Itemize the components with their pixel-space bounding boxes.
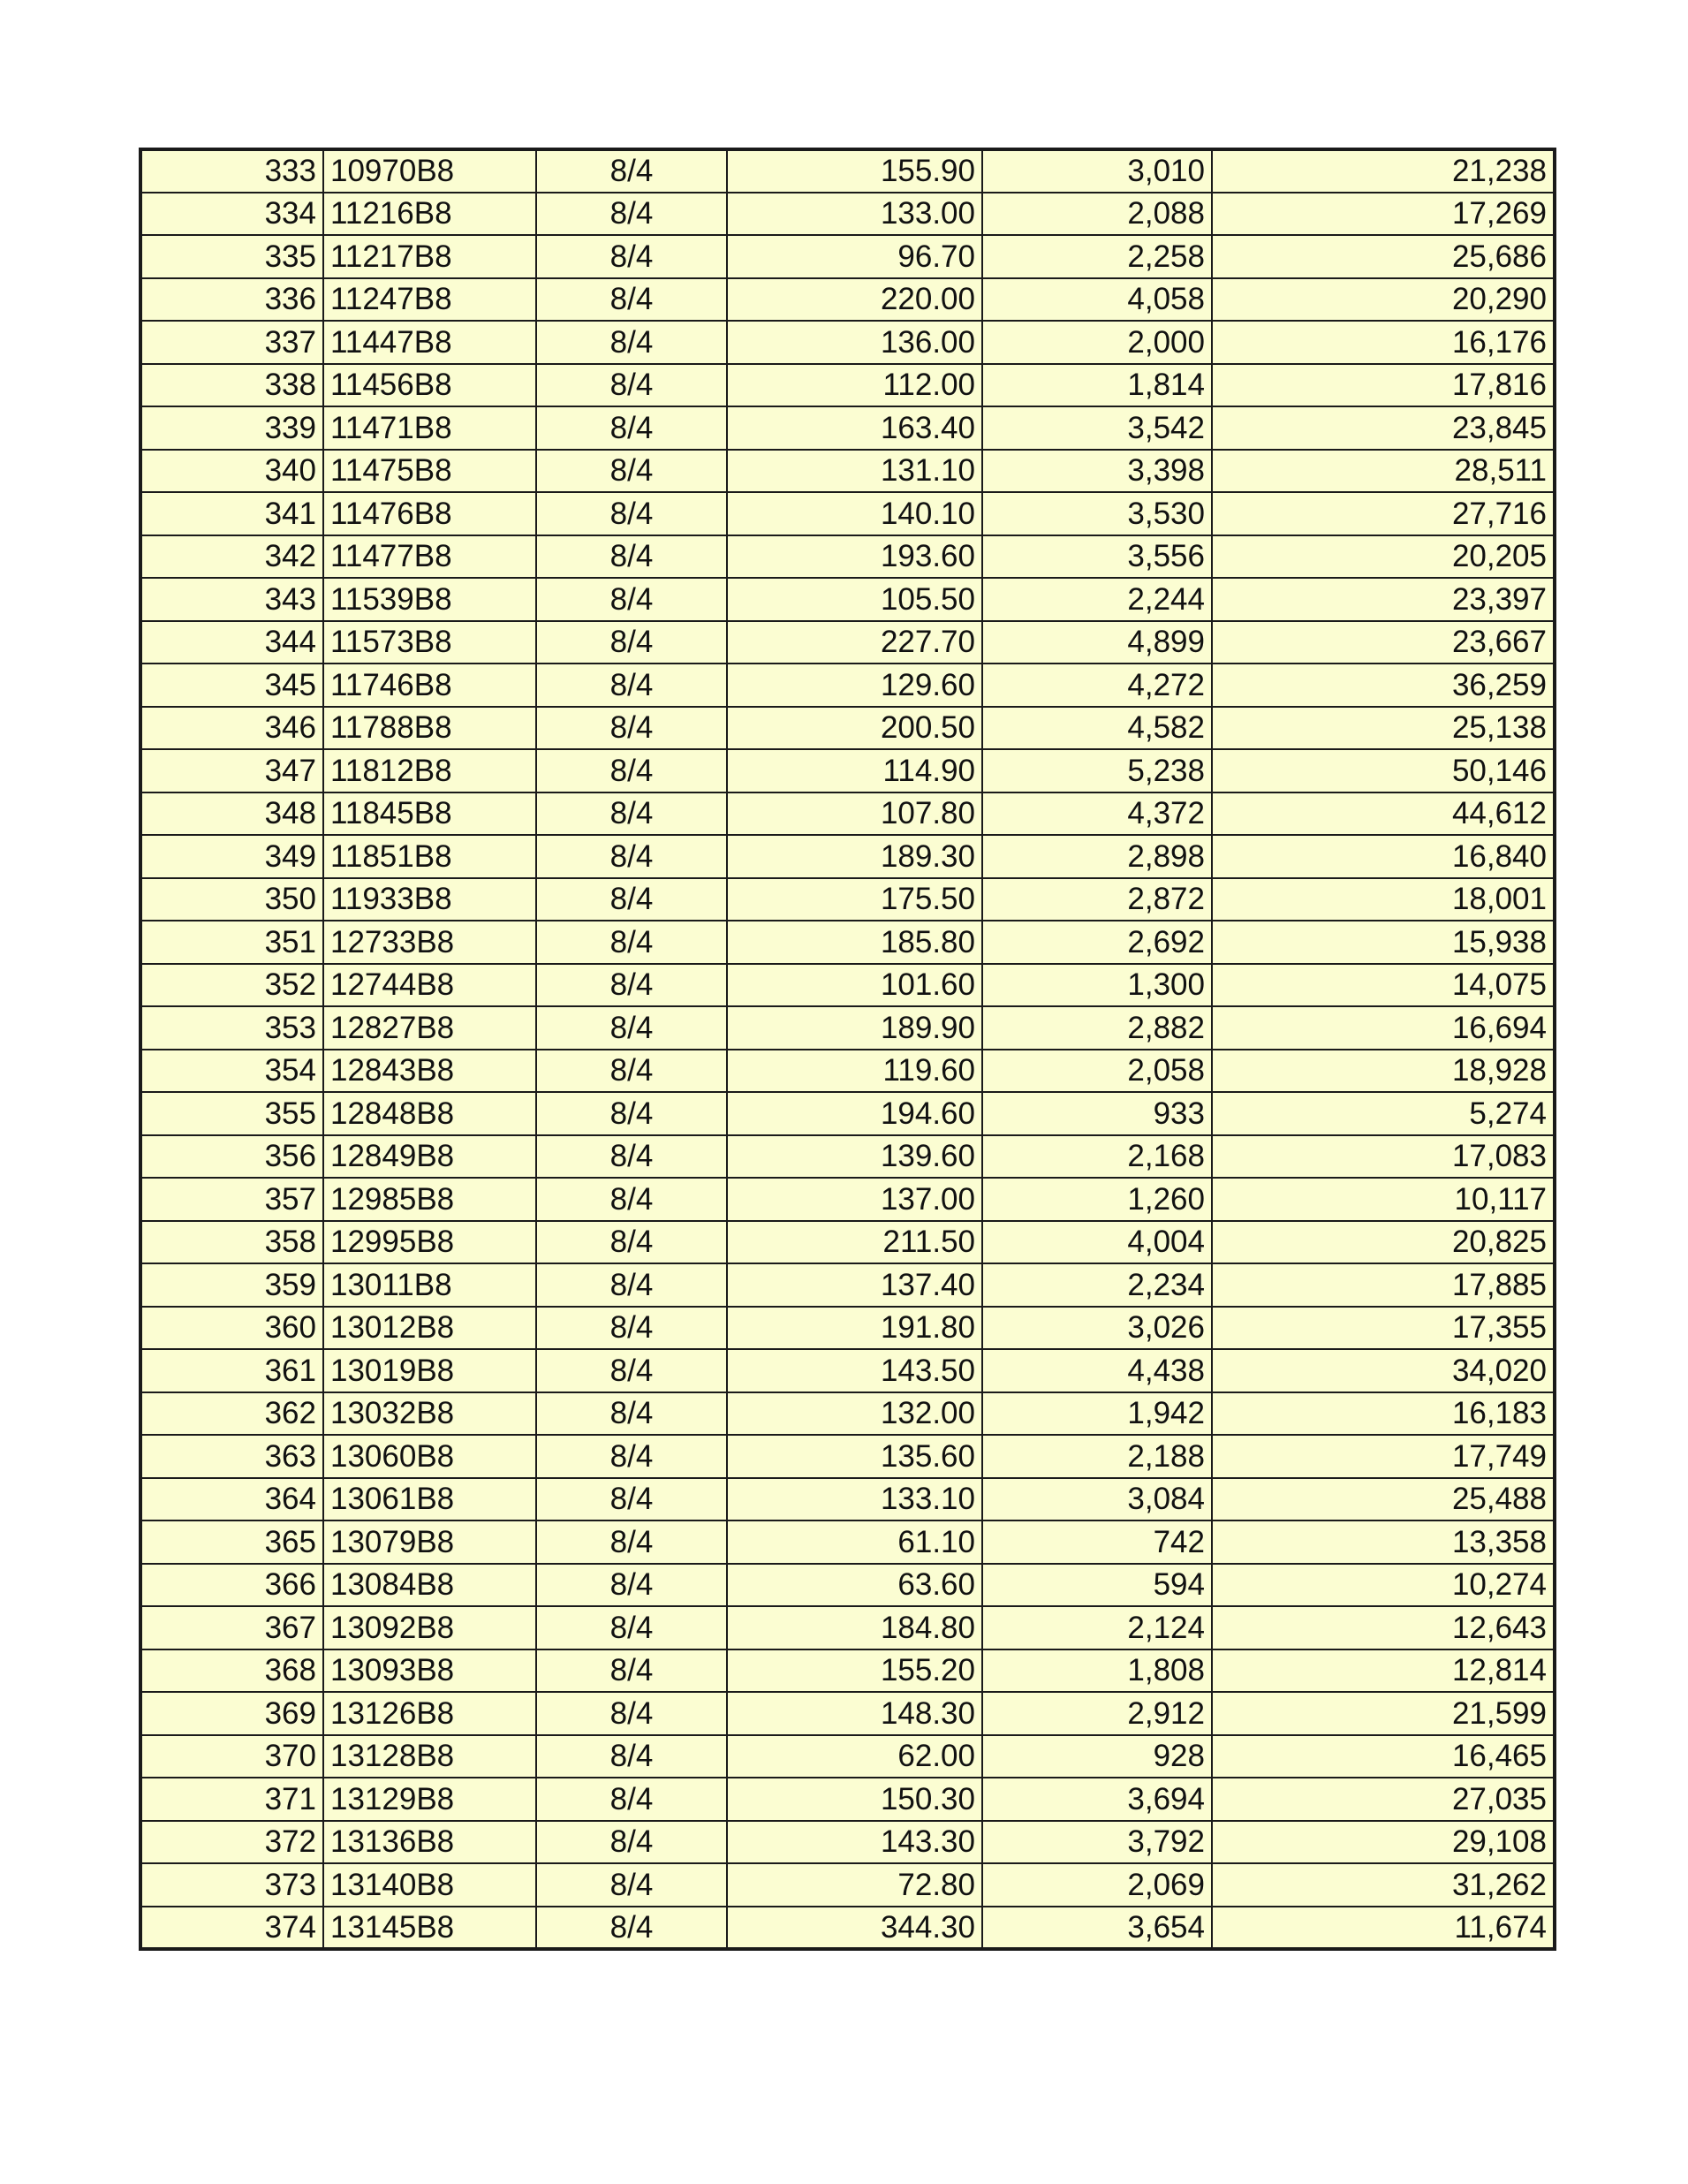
value1-cell: 129.60 xyxy=(727,664,982,707)
value2-cell: 928 xyxy=(982,1735,1212,1778)
item-code-cell: 13084B8 xyxy=(323,1564,536,1607)
value2-cell: 594 xyxy=(982,1564,1212,1607)
table-row xyxy=(140,278,1555,322)
row-number-cell: 339 xyxy=(140,406,323,450)
table-row xyxy=(140,1392,1555,1436)
table-row xyxy=(140,1692,1555,1735)
value2-cell: 4,372 xyxy=(982,792,1212,836)
value1-cell: 194.60 xyxy=(727,1092,982,1135)
thickness-cell: 8/4 xyxy=(536,406,727,450)
row-number-cell: 351 xyxy=(140,921,323,964)
table-row xyxy=(140,1564,1555,1607)
value3-cell: 20,205 xyxy=(1212,535,1555,579)
thickness-cell: 8/4 xyxy=(536,1135,727,1179)
table-row xyxy=(140,492,1555,535)
value2-cell: 2,124 xyxy=(982,1606,1212,1649)
item-code-cell: 13032B8 xyxy=(323,1392,536,1436)
row-number-cell: 363 xyxy=(140,1435,323,1478)
thickness-cell: 8/4 xyxy=(536,749,727,792)
value3-cell: 17,885 xyxy=(1212,1263,1555,1307)
table-row xyxy=(140,364,1555,407)
value2-cell: 4,058 xyxy=(982,278,1212,322)
item-code-cell: 13126B8 xyxy=(323,1692,536,1735)
value1-cell: 143.50 xyxy=(727,1349,982,1392)
row-number-cell: 335 xyxy=(140,235,323,278)
table-row xyxy=(140,1307,1555,1350)
value2-cell: 1,814 xyxy=(982,364,1212,407)
thickness-cell: 8/4 xyxy=(536,1606,727,1649)
value1-cell: 163.40 xyxy=(727,406,982,450)
value1-cell: 63.60 xyxy=(727,1564,982,1607)
thickness-cell: 8/4 xyxy=(536,450,727,493)
value3-cell: 36,259 xyxy=(1212,664,1555,707)
value3-cell: 10,274 xyxy=(1212,1564,1555,1607)
item-code-cell: 11477B8 xyxy=(323,535,536,579)
table-row xyxy=(140,1735,1555,1778)
row-number-cell: 366 xyxy=(140,1564,323,1607)
value1-cell: 61.10 xyxy=(727,1520,982,1564)
table-row xyxy=(140,1863,1555,1907)
value2-cell: 2,912 xyxy=(982,1692,1212,1735)
item-code-cell: 11447B8 xyxy=(323,321,536,364)
thickness-cell: 8/4 xyxy=(536,364,727,407)
value3-cell: 5,274 xyxy=(1212,1092,1555,1135)
value3-cell: 34,020 xyxy=(1212,1349,1555,1392)
table-row xyxy=(140,664,1555,707)
table-row xyxy=(140,1221,1555,1264)
table-row xyxy=(140,535,1555,579)
value3-cell: 18,001 xyxy=(1212,878,1555,921)
table-row xyxy=(140,921,1555,964)
value2-cell: 3,556 xyxy=(982,535,1212,579)
value1-cell: 184.80 xyxy=(727,1606,982,1649)
row-number-cell: 372 xyxy=(140,1821,323,1864)
value2-cell: 2,188 xyxy=(982,1435,1212,1478)
item-code-cell: 12843B8 xyxy=(323,1050,536,1093)
value1-cell: 185.80 xyxy=(727,921,982,964)
value1-cell: 137.40 xyxy=(727,1263,982,1307)
row-number-cell: 336 xyxy=(140,278,323,322)
item-code-cell: 11456B8 xyxy=(323,364,536,407)
value2-cell: 2,258 xyxy=(982,235,1212,278)
value1-cell: 112.00 xyxy=(727,364,982,407)
value3-cell: 31,262 xyxy=(1212,1863,1555,1907)
value2-cell: 2,069 xyxy=(982,1863,1212,1907)
row-number-cell: 354 xyxy=(140,1050,323,1093)
table-row xyxy=(140,792,1555,836)
table-row xyxy=(140,1907,1555,1950)
value1-cell: 107.80 xyxy=(727,792,982,836)
value1-cell: 189.90 xyxy=(727,1006,982,1050)
table-row xyxy=(140,707,1555,750)
thickness-cell: 8/4 xyxy=(536,1863,727,1907)
row-number-cell: 341 xyxy=(140,492,323,535)
value1-cell: 131.10 xyxy=(727,450,982,493)
item-code-cell: 12733B8 xyxy=(323,921,536,964)
value3-cell: 23,397 xyxy=(1212,578,1555,621)
thickness-cell: 8/4 xyxy=(536,964,727,1007)
table-row xyxy=(140,1606,1555,1649)
item-code-cell: 13093B8 xyxy=(323,1649,536,1693)
value2-cell: 2,000 xyxy=(982,321,1212,364)
value3-cell: 20,825 xyxy=(1212,1221,1555,1264)
value3-cell: 17,816 xyxy=(1212,364,1555,407)
value1-cell: 175.50 xyxy=(727,878,982,921)
table-row xyxy=(140,878,1555,921)
data-table xyxy=(139,148,1556,1951)
thickness-cell: 8/4 xyxy=(536,1778,727,1821)
row-number-cell: 373 xyxy=(140,1863,323,1907)
value2-cell: 2,882 xyxy=(982,1006,1212,1050)
thickness-cell: 8/4 xyxy=(536,1263,727,1307)
value1-cell: 143.30 xyxy=(727,1821,982,1864)
thickness-cell: 8/4 xyxy=(536,878,727,921)
value1-cell: 136.00 xyxy=(727,321,982,364)
value1-cell: 155.20 xyxy=(727,1649,982,1693)
value2-cell: 3,084 xyxy=(982,1478,1212,1521)
item-code-cell: 11933B8 xyxy=(323,878,536,921)
value3-cell: 16,183 xyxy=(1212,1392,1555,1436)
table-row xyxy=(140,450,1555,493)
thickness-cell: 8/4 xyxy=(536,1735,727,1778)
table-row xyxy=(140,1006,1555,1050)
value3-cell: 21,599 xyxy=(1212,1692,1555,1735)
value1-cell: 135.60 xyxy=(727,1435,982,1478)
row-number-cell: 333 xyxy=(140,149,323,193)
thickness-cell: 8/4 xyxy=(536,1564,727,1607)
thickness-cell: 8/4 xyxy=(536,193,727,236)
thickness-cell: 8/4 xyxy=(536,1520,727,1564)
thickness-cell: 8/4 xyxy=(536,921,727,964)
value1-cell: 155.90 xyxy=(727,149,982,193)
thickness-cell: 8/4 xyxy=(536,835,727,878)
row-number-cell: 364 xyxy=(140,1478,323,1521)
row-number-cell: 343 xyxy=(140,578,323,621)
value2-cell: 2,244 xyxy=(982,578,1212,621)
table-row xyxy=(140,749,1555,792)
value2-cell: 3,026 xyxy=(982,1307,1212,1350)
table-row xyxy=(140,621,1555,664)
thickness-cell: 8/4 xyxy=(536,1692,727,1735)
thickness-cell: 8/4 xyxy=(536,278,727,322)
value3-cell: 21,238 xyxy=(1212,149,1555,193)
value2-cell: 4,899 xyxy=(982,621,1212,664)
row-number-cell: 347 xyxy=(140,749,323,792)
item-code-cell: 13011B8 xyxy=(323,1263,536,1307)
item-code-cell: 13019B8 xyxy=(323,1349,536,1392)
value2-cell: 3,530 xyxy=(982,492,1212,535)
table-row xyxy=(140,1349,1555,1392)
item-code-cell: 12995B8 xyxy=(323,1221,536,1264)
value1-cell: 220.00 xyxy=(727,278,982,322)
value2-cell: 2,168 xyxy=(982,1135,1212,1179)
value3-cell: 16,840 xyxy=(1212,835,1555,878)
value3-cell: 17,355 xyxy=(1212,1307,1555,1350)
item-code-cell: 10970B8 xyxy=(323,149,536,193)
value3-cell: 13,358 xyxy=(1212,1520,1555,1564)
value1-cell: 137.00 xyxy=(727,1178,982,1221)
table-row xyxy=(140,321,1555,364)
value3-cell: 44,612 xyxy=(1212,792,1555,836)
thickness-cell: 8/4 xyxy=(536,321,727,364)
row-number-cell: 342 xyxy=(140,535,323,579)
item-code-cell: 12848B8 xyxy=(323,1092,536,1135)
value1-cell: 191.80 xyxy=(727,1307,982,1350)
value3-cell: 10,117 xyxy=(1212,1178,1555,1221)
value2-cell: 2,872 xyxy=(982,878,1212,921)
value2-cell: 3,792 xyxy=(982,1821,1212,1864)
item-code-cell: 13060B8 xyxy=(323,1435,536,1478)
thickness-cell: 8/4 xyxy=(536,1050,727,1093)
row-number-cell: 361 xyxy=(140,1349,323,1392)
value3-cell: 25,686 xyxy=(1212,235,1555,278)
item-code-cell: 11746B8 xyxy=(323,664,536,707)
item-code-cell: 11539B8 xyxy=(323,578,536,621)
table-row xyxy=(140,1263,1555,1307)
value1-cell: 105.50 xyxy=(727,578,982,621)
row-number-cell: 344 xyxy=(140,621,323,664)
value2-cell: 1,942 xyxy=(982,1392,1212,1436)
item-code-cell: 13136B8 xyxy=(323,1821,536,1864)
item-code-cell: 13079B8 xyxy=(323,1520,536,1564)
value2-cell: 4,582 xyxy=(982,707,1212,750)
row-number-cell: 345 xyxy=(140,664,323,707)
row-number-cell: 356 xyxy=(140,1135,323,1179)
row-number-cell: 350 xyxy=(140,878,323,921)
item-code-cell: 12744B8 xyxy=(323,964,536,1007)
value2-cell: 3,542 xyxy=(982,406,1212,450)
row-number-cell: 368 xyxy=(140,1649,323,1693)
value3-cell: 28,511 xyxy=(1212,450,1555,493)
row-number-cell: 371 xyxy=(140,1778,323,1821)
row-number-cell: 362 xyxy=(140,1392,323,1436)
row-number-cell: 360 xyxy=(140,1307,323,1350)
item-code-cell: 11471B8 xyxy=(323,406,536,450)
value3-cell: 20,290 xyxy=(1212,278,1555,322)
value1-cell: 62.00 xyxy=(727,1735,982,1778)
value2-cell: 3,398 xyxy=(982,450,1212,493)
table-row xyxy=(140,1478,1555,1521)
value1-cell: 133.10 xyxy=(727,1478,982,1521)
thickness-cell: 8/4 xyxy=(536,707,727,750)
value2-cell: 1,300 xyxy=(982,964,1212,1007)
table-row xyxy=(140,1778,1555,1821)
value3-cell: 17,269 xyxy=(1212,193,1555,236)
table-body xyxy=(140,149,1555,1949)
value1-cell: 150.30 xyxy=(727,1778,982,1821)
table-row xyxy=(140,1092,1555,1135)
value2-cell: 2,692 xyxy=(982,921,1212,964)
thickness-cell: 8/4 xyxy=(536,1307,727,1350)
thickness-cell: 8/4 xyxy=(536,235,727,278)
item-code-cell: 11476B8 xyxy=(323,492,536,535)
value3-cell: 29,108 xyxy=(1212,1821,1555,1864)
value1-cell: 227.70 xyxy=(727,621,982,664)
thickness-cell: 8/4 xyxy=(536,1907,727,1950)
item-code-cell: 11573B8 xyxy=(323,621,536,664)
table-row xyxy=(140,149,1555,193)
value3-cell: 12,643 xyxy=(1212,1606,1555,1649)
value3-cell: 18,928 xyxy=(1212,1050,1555,1093)
value3-cell: 25,488 xyxy=(1212,1478,1555,1521)
value1-cell: 114.90 xyxy=(727,749,982,792)
value1-cell: 189.30 xyxy=(727,835,982,878)
value3-cell: 15,938 xyxy=(1212,921,1555,964)
row-number-cell: 359 xyxy=(140,1263,323,1307)
thickness-cell: 8/4 xyxy=(536,664,727,707)
row-number-cell: 358 xyxy=(140,1221,323,1264)
value2-cell: 5,238 xyxy=(982,749,1212,792)
value1-cell: 148.30 xyxy=(727,1692,982,1735)
row-number-cell: 334 xyxy=(140,193,323,236)
value3-cell: 11,674 xyxy=(1212,1907,1555,1950)
row-number-cell: 374 xyxy=(140,1907,323,1950)
item-code-cell: 11788B8 xyxy=(323,707,536,750)
table-row xyxy=(140,1050,1555,1093)
item-code-cell: 12827B8 xyxy=(323,1006,536,1050)
value1-cell: 139.60 xyxy=(727,1135,982,1179)
table-row xyxy=(140,1435,1555,1478)
row-number-cell: 349 xyxy=(140,835,323,878)
thickness-cell: 8/4 xyxy=(536,1392,727,1436)
thickness-cell: 8/4 xyxy=(536,1092,727,1135)
row-number-cell: 348 xyxy=(140,792,323,836)
value3-cell: 16,694 xyxy=(1212,1006,1555,1050)
row-number-cell: 355 xyxy=(140,1092,323,1135)
thickness-cell: 8/4 xyxy=(536,621,727,664)
item-code-cell: 11851B8 xyxy=(323,835,536,878)
value3-cell: 50,146 xyxy=(1212,749,1555,792)
row-number-cell: 367 xyxy=(140,1606,323,1649)
item-code-cell: 13140B8 xyxy=(323,1863,536,1907)
value2-cell: 2,088 xyxy=(982,193,1212,236)
value1-cell: 211.50 xyxy=(727,1221,982,1264)
table-row xyxy=(140,835,1555,878)
value2-cell: 1,808 xyxy=(982,1649,1212,1693)
thickness-cell: 8/4 xyxy=(536,1221,727,1264)
value3-cell: 16,465 xyxy=(1212,1735,1555,1778)
table-row xyxy=(140,1821,1555,1864)
value2-cell: 1,260 xyxy=(982,1178,1212,1221)
item-code-cell: 11216B8 xyxy=(323,193,536,236)
thickness-cell: 8/4 xyxy=(536,1821,727,1864)
row-number-cell: 346 xyxy=(140,707,323,750)
thickness-cell: 8/4 xyxy=(536,1349,727,1392)
value1-cell: 72.80 xyxy=(727,1863,982,1907)
value3-cell: 23,845 xyxy=(1212,406,1555,450)
row-number-cell: 369 xyxy=(140,1692,323,1735)
item-code-cell: 12985B8 xyxy=(323,1178,536,1221)
item-code-cell: 12849B8 xyxy=(323,1135,536,1179)
value3-cell: 12,814 xyxy=(1212,1649,1555,1693)
item-code-cell: 11845B8 xyxy=(323,792,536,836)
item-code-cell: 11475B8 xyxy=(323,450,536,493)
item-code-cell: 11247B8 xyxy=(323,278,536,322)
thickness-cell: 8/4 xyxy=(536,1649,727,1693)
value2-cell: 4,272 xyxy=(982,664,1212,707)
item-code-cell: 11812B8 xyxy=(323,749,536,792)
thickness-cell: 8/4 xyxy=(536,149,727,193)
value3-cell: 17,083 xyxy=(1212,1135,1555,1179)
table-row xyxy=(140,964,1555,1007)
row-number-cell: 370 xyxy=(140,1735,323,1778)
thickness-cell: 8/4 xyxy=(536,1006,727,1050)
item-code-cell: 13128B8 xyxy=(323,1735,536,1778)
thickness-cell: 8/4 xyxy=(536,1478,727,1521)
table-row xyxy=(140,1520,1555,1564)
value3-cell: 27,035 xyxy=(1212,1778,1555,1821)
item-code-cell: 13129B8 xyxy=(323,1778,536,1821)
item-code-cell: 13092B8 xyxy=(323,1606,536,1649)
value1-cell: 344.30 xyxy=(727,1907,982,1950)
thickness-cell: 8/4 xyxy=(536,492,727,535)
value2-cell: 2,058 xyxy=(982,1050,1212,1093)
value3-cell: 23,667 xyxy=(1212,621,1555,664)
thickness-cell: 8/4 xyxy=(536,1435,727,1478)
table-row xyxy=(140,1649,1555,1693)
value2-cell: 2,234 xyxy=(982,1263,1212,1307)
value2-cell: 3,694 xyxy=(982,1778,1212,1821)
value1-cell: 101.60 xyxy=(727,964,982,1007)
value2-cell: 4,438 xyxy=(982,1349,1212,1392)
value1-cell: 140.10 xyxy=(727,492,982,535)
value1-cell: 132.00 xyxy=(727,1392,982,1436)
value3-cell: 14,075 xyxy=(1212,964,1555,1007)
value1-cell: 193.60 xyxy=(727,535,982,579)
value1-cell: 119.60 xyxy=(727,1050,982,1093)
value1-cell: 96.70 xyxy=(727,235,982,278)
row-number-cell: 337 xyxy=(140,321,323,364)
value3-cell: 16,176 xyxy=(1212,321,1555,364)
thickness-cell: 8/4 xyxy=(536,792,727,836)
table-row xyxy=(140,578,1555,621)
value2-cell: 3,654 xyxy=(982,1907,1212,1950)
table-row xyxy=(140,193,1555,236)
row-number-cell: 365 xyxy=(140,1520,323,1564)
row-number-cell: 352 xyxy=(140,964,323,1007)
value3-cell: 17,749 xyxy=(1212,1435,1555,1478)
value2-cell: 742 xyxy=(982,1520,1212,1564)
item-code-cell: 11217B8 xyxy=(323,235,536,278)
value3-cell: 25,138 xyxy=(1212,707,1555,750)
value2-cell: 3,010 xyxy=(982,149,1212,193)
item-code-cell: 13061B8 xyxy=(323,1478,536,1521)
row-number-cell: 353 xyxy=(140,1006,323,1050)
item-code-cell: 13012B8 xyxy=(323,1307,536,1350)
value1-cell: 133.00 xyxy=(727,193,982,236)
table-row xyxy=(140,1135,1555,1179)
value1-cell: 200.50 xyxy=(727,707,982,750)
table-row xyxy=(140,406,1555,450)
value2-cell: 933 xyxy=(982,1092,1212,1135)
value2-cell: 4,004 xyxy=(982,1221,1212,1264)
table-row xyxy=(140,235,1555,278)
item-code-cell: 13145B8 xyxy=(323,1907,536,1950)
value2-cell: 2,898 xyxy=(982,835,1212,878)
table-row xyxy=(140,1178,1555,1221)
row-number-cell: 357 xyxy=(140,1178,323,1221)
thickness-cell: 8/4 xyxy=(536,578,727,621)
row-number-cell: 338 xyxy=(140,364,323,407)
row-number-cell: 340 xyxy=(140,450,323,493)
thickness-cell: 8/4 xyxy=(536,535,727,579)
thickness-cell: 8/4 xyxy=(536,1178,727,1221)
value3-cell: 27,716 xyxy=(1212,492,1555,535)
